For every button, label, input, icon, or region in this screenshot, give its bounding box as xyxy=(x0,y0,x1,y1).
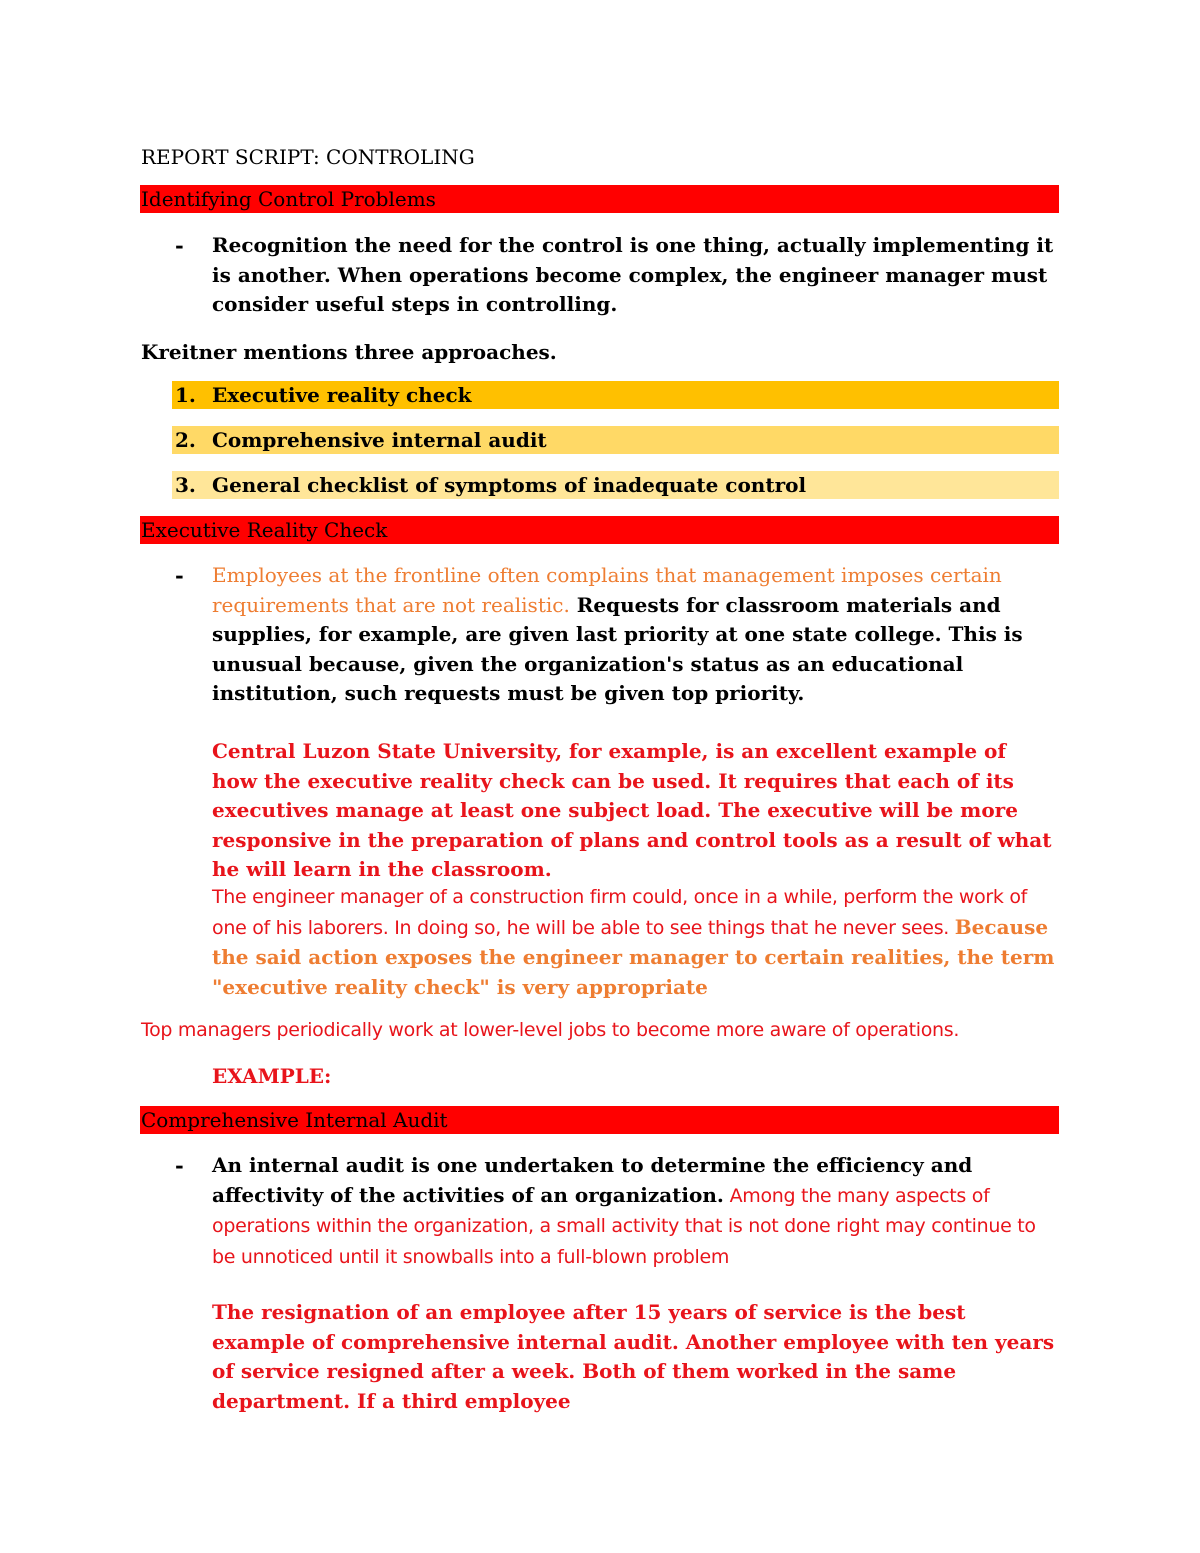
list-item-number: 3. xyxy=(175,473,196,497)
list-item-label: General checklist of symptoms of inadequate control xyxy=(212,473,807,497)
list-item xyxy=(175,471,806,499)
heading-audit: Comprehensive Internal Audit xyxy=(141,1108,448,1132)
list-item-label: Executive reality check xyxy=(212,383,472,407)
kreitner-intro: Kreitner mentions three approaches. xyxy=(141,340,557,364)
engineer-orange-text: Because the said action exposes the engineer manager to certain realities, the term "executive reality check" is very appropriate xyxy=(212,914,1055,999)
heading-executive: Executive Reality Check xyxy=(141,518,388,542)
identifying-paragraph: Recognition the need for the control is one thing, actually implementing it is another. When operations become complex, the engineer manager must consider useful steps in controlling. xyxy=(212,233,1054,316)
engineer-paragraph xyxy=(212,882,1058,1002)
top-managers-text: Top managers periodically work at lower-level jobs to become more aware of operations. xyxy=(141,1019,960,1041)
audit-red-text: Among the many aspects of operations within the organization, a small activity that is not done right may continue to be unnoticed until it snowballs into a full-blown problem xyxy=(212,1184,1036,1268)
executive-orange-text: Employees at the frontline often complains that management imposes certain requirements that are not realistic. xyxy=(212,563,1002,617)
list-item-number: 1. xyxy=(175,383,196,407)
list-item xyxy=(175,381,471,409)
clsu-paragraph: Central Luzon State University, for example, is an excellent example of how the executive reality check can be used. It requires that each of its executives manage at least one subject load. The executive will be more responsive in the preparation of plans and control tools as a result of what he will learn in the classroom. xyxy=(212,739,1052,881)
example-label: EXAMPLE: xyxy=(212,1064,332,1088)
list-item-number: 2. xyxy=(175,428,196,452)
bullet-dash: - xyxy=(175,233,184,258)
executive-black-text: Requests for classroom materials and supplies, for example, are given last priority at one state college. This is unusual because, given the organization's status as an educational institution, such requests must be given top priority. xyxy=(212,592,1023,705)
audit-black-text: An internal audit is one undertaken to determine the efficiency and affectivity of the activities of an organization. xyxy=(212,1153,973,1207)
bullet-dash: - xyxy=(175,563,184,588)
audit-paragraph xyxy=(212,1151,1058,1272)
resignation-paragraph: The resignation of an employee after 15 years of service is the best example of comprehensive internal audit. Another employee with ten years of service resigned after a week. Both of them worked in the same department. If a third employee xyxy=(212,1300,1055,1413)
list-item xyxy=(175,426,547,454)
executive-paragraph xyxy=(212,561,1058,709)
engineer-red-text: The engineer manager of a construction firm could, once in a while, perform the work of one of his laborers. In doing so, he will be able to see things that he never sees. xyxy=(212,886,1028,939)
bullet-dash: - xyxy=(175,1153,184,1178)
list-item-label: Comprehensive internal audit xyxy=(212,428,547,452)
heading-identifying: Identifying Control Problems xyxy=(141,187,436,211)
document-title: REPORT SCRIPT: CONTROLING xyxy=(141,145,475,169)
